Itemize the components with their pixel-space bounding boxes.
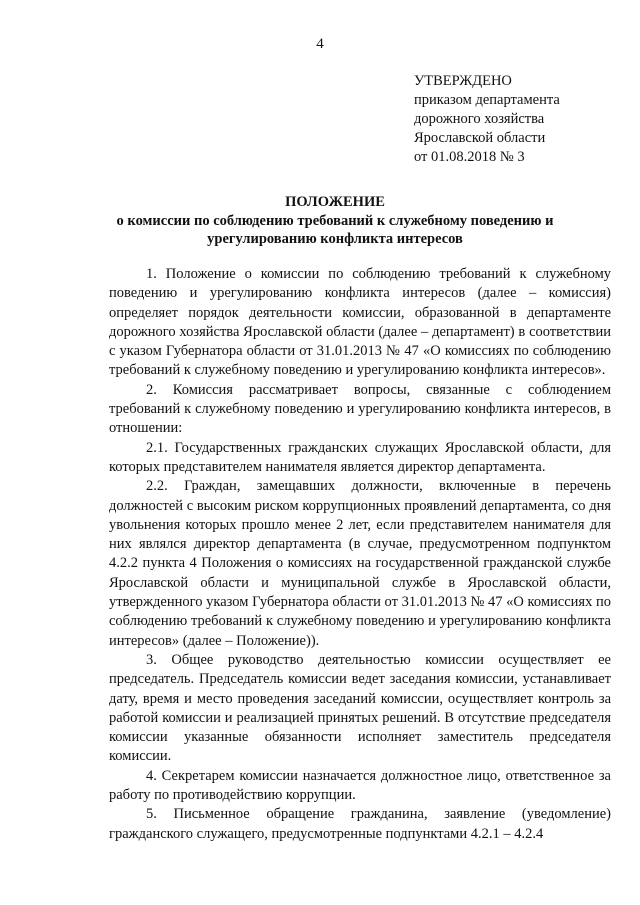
approval-stamp	[414, 72, 614, 167]
document-body	[109, 265, 611, 844]
title-heading: ПОЛОЖЕНИЕ	[285, 194, 385, 210]
paragraph: 2.1. Государственных гражданских служащих Ярославской области, для которых представителем нанимателя является директор департамента.	[109, 439, 611, 475]
approval-line: от 01.08.2018 № 3	[414, 149, 525, 165]
paragraph: 5. Письменное обращение гражданина, заявление (уведомление) гражданского служащего, предусмотренные подпунктами 4.2.1 – 4.2.4	[109, 806, 611, 842]
page-number: 4	[316, 36, 324, 52]
title-subtitle-line: о комиссии по соблюдению требований к служебному поведению и	[116, 212, 554, 229]
approval-line: Ярославской области	[414, 130, 546, 146]
document-title	[70, 193, 600, 249]
approval-line: УТВЕРЖДЕНО	[414, 73, 512, 89]
paragraph: 2. Комиссия рассматривает вопросы, связанные с соблюдением требований к служебному поведению и урегулированию конфликта интересов, в отношении:	[109, 381, 611, 437]
paragraph: 3. Общее руководство деятельностью комиссии осуществляет ее председатель. Председатель комиссии ведет заседания комиссии, устанавливает дату, время и место проведения заседаний комиссии, осуществляет контроль за работой комиссии и реализацией принятых решений. В отсутствие председателя комиссии указанные обязанности исполняет заместитель председателя комиссии.	[109, 651, 611, 765]
paragraph: 1. Положение о комиссии по соблюдению требований к служебному поведению и урегулированию конфликта интересов (далее – комиссия) определяет порядок деятельности комиссии, образованной в департаменте дорожного хозяйства Ярославской области (далее – департамент) в соответствии с указом Губернатора области от 31.01.2013 № 47 «О комиссиях по соблюдению требований к служебному поведению и урегулированию конфликта интересов».	[109, 266, 611, 379]
approval-line: приказом департамента	[414, 92, 560, 108]
title-subtitle-line: урегулированию конфликта интересов	[207, 231, 463, 247]
paragraph: 2.2. Граждан, замещавших должности, включенные в перечень должностей с высоким риском коррупционных проявлений департамента, со дня увольнения которых прошло менее 2 лет, если представителем нанимателя для них являлся директор департамента (в случае, предусмотренном подпунктом 4.2.2 пункта 4 Положения о комиссиях на государственной гражданской службе Ярославской области и муниципальной службе в Ярославской области, утвержденного указом Губернатора области от 31.01.2013 № 47 «О комиссиях по соблюдению требований к служебному поведению и урегулированию конфликта интересов» (далее – Положение)).	[109, 478, 611, 649]
paragraph: 4. Секретарем комиссии назначается должностное лицо, ответственное за работу по противодействию коррупции.	[109, 767, 611, 804]
approval-line: дорожного хозяйства	[414, 111, 545, 127]
